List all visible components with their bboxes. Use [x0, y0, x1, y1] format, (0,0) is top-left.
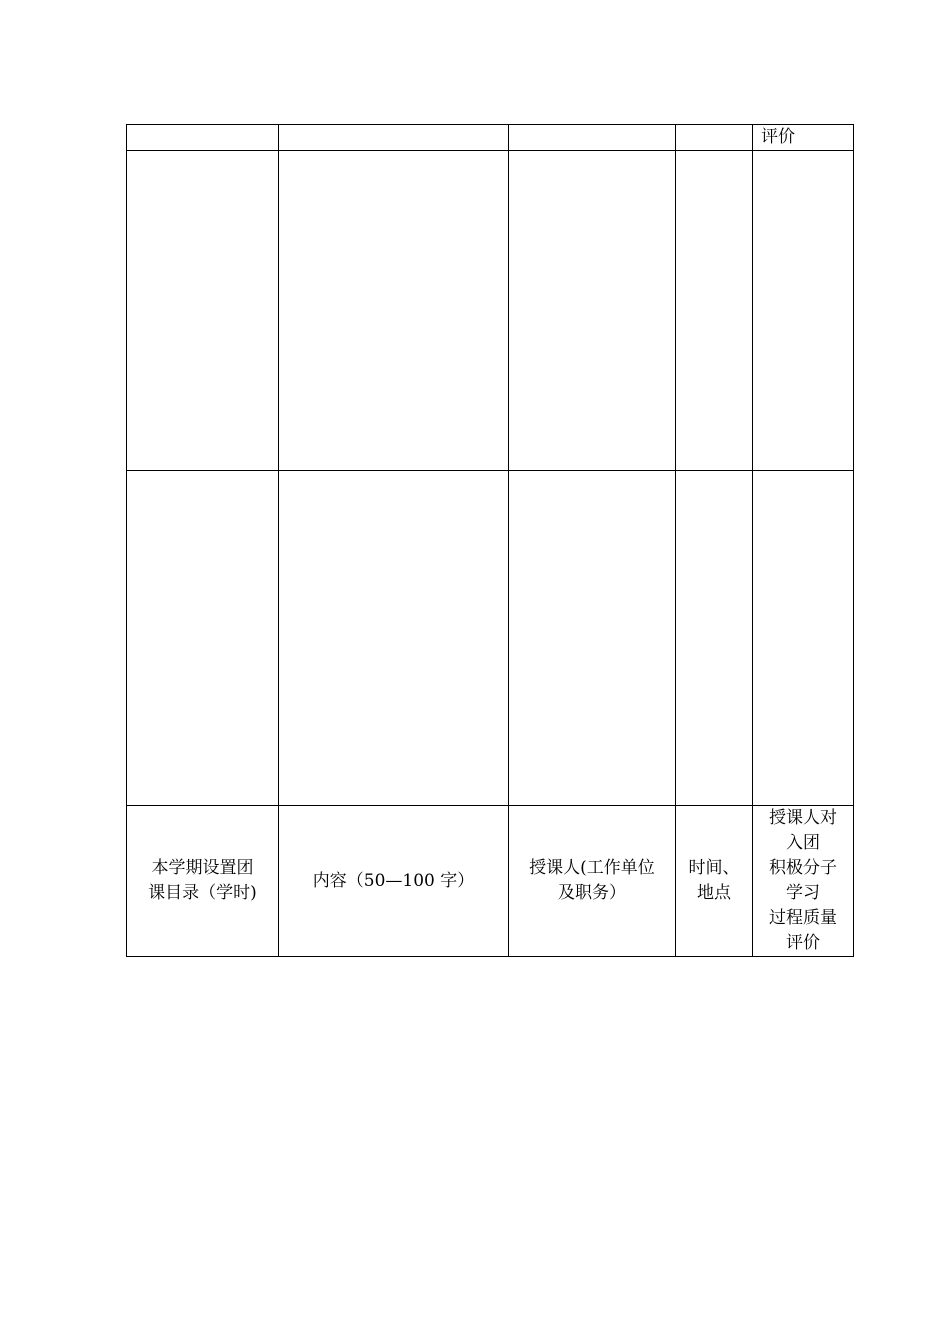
blank-cell-content-2[interactable]: [279, 471, 509, 806]
top-cell-instructor[interactable]: [509, 125, 676, 151]
header-evaluation-line: 学习: [786, 883, 820, 903]
header-evaluation-line: 过程质量: [769, 908, 837, 928]
header-cell-instructor: [509, 806, 676, 957]
top-cell-time-place[interactable]: [676, 125, 753, 151]
header-course-line: 课目录（学时): [148, 883, 257, 903]
header-cell-course-list: [127, 806, 279, 957]
blank-cell-evaluation-1[interactable]: [753, 151, 854, 471]
header-evaluation-line: 入团: [786, 833, 820, 853]
header-course-line: 本学期设置团: [151, 858, 254, 878]
header-cell-content: [279, 806, 509, 957]
table-row-blank-1: [127, 151, 854, 471]
header-cell-time-place: [676, 806, 753, 957]
header-evaluation-line: 积极分子: [769, 858, 837, 878]
header-instructor-line: 及职务）: [558, 883, 626, 903]
table-row-header: [127, 806, 854, 957]
blank-cell-course-2[interactable]: [127, 471, 279, 806]
blank-cell-instructor-1[interactable]: [509, 151, 676, 471]
header-evaluation-line: 授课人对: [769, 808, 837, 828]
header-instructor-line: 授课人(工作单位: [529, 858, 655, 878]
header-time-place-line: 地点: [697, 883, 731, 903]
blank-cell-instructor-2[interactable]: [509, 471, 676, 806]
blank-cell-time-place-1[interactable]: [676, 151, 753, 471]
blank-cell-evaluation-2[interactable]: [753, 471, 854, 806]
top-cell-course[interactable]: [127, 125, 279, 151]
course-evaluation-table: [126, 124, 854, 957]
header-time-place-line: 时间、: [688, 858, 740, 878]
top-cell-evaluation: 评价: [753, 125, 854, 151]
header-evaluation-line: 评价: [786, 933, 820, 953]
table-row-blank-2: [127, 471, 854, 806]
blank-cell-course-1[interactable]: [127, 151, 279, 471]
table-row-top: [127, 125, 854, 151]
top-cell-content[interactable]: [279, 125, 509, 151]
blank-cell-time-place-2[interactable]: [676, 471, 753, 806]
blank-cell-content-1[interactable]: [279, 151, 509, 471]
header-cell-evaluation: [753, 806, 854, 957]
header-content-line: 内容（50—100 字）: [312, 870, 475, 891]
